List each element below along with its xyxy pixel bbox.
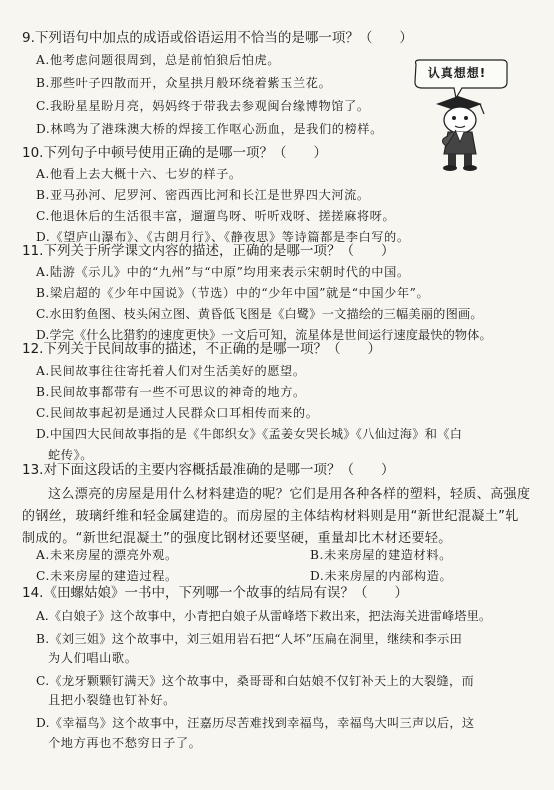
question-10-option-d: D.《望庐山瀑布》、《古朗月行》、《静夜思》等诗篇都是李白写的。	[36, 230, 410, 244]
question-10-option-c: C.他退休后的生活很丰富，遛遛鸟呀、听听戏呀、搓搓麻将呀。	[36, 209, 396, 223]
question-13-option-c: C.未来房屋的建造过程。	[36, 569, 178, 583]
question-14-option-d: D.《幸福鸟》这个故事中，汪嘉历尽苦难找到幸福鸟，幸福鸟大叫三声以后，这	[36, 716, 475, 730]
question-10-stem: 10.下列句子中顿号使用正确的是哪一项？（ ）	[22, 145, 327, 161]
question-14-option-a: A.《白娘子》这个故事中，小青把白娘子从雷峰塔下救出来，把法海关进雷峰塔里。	[36, 609, 492, 623]
question-13-option-d: D.未来房屋的内部构造。	[310, 569, 453, 583]
question-12-stem: 12.下列关于民间故事的描述，不正确的是哪一项？（ ）	[22, 341, 381, 357]
question-14-option-d-cont: 个地方再也不愁穷日子了。	[48, 736, 202, 750]
question-14-option-c: C.《龙牙颗颗钉满天》这个故事中，桑哥哥和白姑娘不仅钉补天上的大裂缝，而	[36, 674, 474, 688]
question-9-option-d: D.林鸣为了港珠澳大桥的焊接工作呕心沥血，是我们的榜样。	[36, 122, 383, 136]
question-11-option-a: A.陆游《示儿》中的“九州”与“中原”均用来表示宋朝时代的中国。	[36, 265, 410, 279]
question-11-option-d: D.学完《什么比猎豹的速度更快》一文后可知，流星体是世间运行速度最快的物体。	[36, 328, 492, 342]
question-13-passage: 这么漂亮的房屋是用什么材料建造的呢？它们是用各种各样的塑料，轻质、高强度的钢丝，玻璃纤维和轻金属建造的。而房屋的主体结构材料则是用“新世纪混凝土”轧制成的。“新世纪混凝土”的强度比钢材还要坚硬，重量却比木材还要轻。	[22, 487, 531, 546]
question-11-option-c: C.水田豹鱼图、枝头闲立图、黄昏低飞图是《白鹭》一文描绘的三幅美丽的图画。	[36, 307, 483, 321]
question-13-option-a: A.未来房屋的漂亮外观。	[36, 548, 178, 562]
question-10-option-b: B.亚马孙河、尼罗河、密西西比河和长江是世界四大河流。	[36, 188, 370, 202]
question-14-option-b: B.《刘三姐》这个故事中，刘三姐用岩石把“人坏”压扁在洞里，继续和李示田	[36, 632, 463, 646]
question-12-option-c: C.民间故事起初是通过人民群众口耳相传而来的。	[36, 406, 319, 420]
question-11-stem: 11.下列关于所学课文内容的描述，正确的是哪一项？（ ）	[22, 243, 395, 259]
question-13-stem: 13.对下面这段话的主要内容概括最准确的是哪一项？（ ）	[22, 462, 395, 478]
question-9-option-c: C.我盼星星盼月亮，妈妈终于带我去参观闽台缘博物馆了。	[36, 99, 370, 113]
question-9-stem: 9.下列语句中加点的成语或俗语运用不恰当的是哪一项？（ ）	[22, 30, 413, 46]
question-12-option-d-cont: 蛇传》。	[48, 448, 94, 462]
question-14-option-c-cont: 且把小裂缝也钉补好。	[48, 693, 176, 707]
bubble-text: 认真想想!	[427, 66, 487, 80]
question-12-option-d: D.中国四大民间故事指的是《牛郎织女》《孟姜女哭长城》《八仙过海》和《白	[36, 427, 463, 441]
question-9-option-a: A.他考虑问题很周到，总是前怕狼后怕虎。	[36, 53, 281, 67]
question-9-option-b: B.那些叶子四散而开，众星拱月般环绕着紫玉兰花。	[36, 76, 332, 90]
question-12-option-b: B.民间故事都带有一些不可思议的神奇的地方。	[36, 385, 306, 399]
question-11-option-b: B.梁启超的《少年中国说》（节选）中的“少年中国”就是“中国少年”。	[36, 286, 430, 300]
question-14-option-b-cont: 为人们唱山歌。	[48, 651, 138, 665]
question-13-option-b: B.未来房屋的建造材料。	[310, 548, 452, 562]
question-14-stem: 14.《田螺姑娘》一书中，下列哪一个故事的结局有误？（ ）	[22, 585, 408, 601]
question-10-option-a: A.他看上去大概十六、七岁的样子。	[36, 167, 242, 181]
question-12-option-a: A.民间故事往往寄托着人们对生活美好的愿望。	[36, 364, 306, 378]
